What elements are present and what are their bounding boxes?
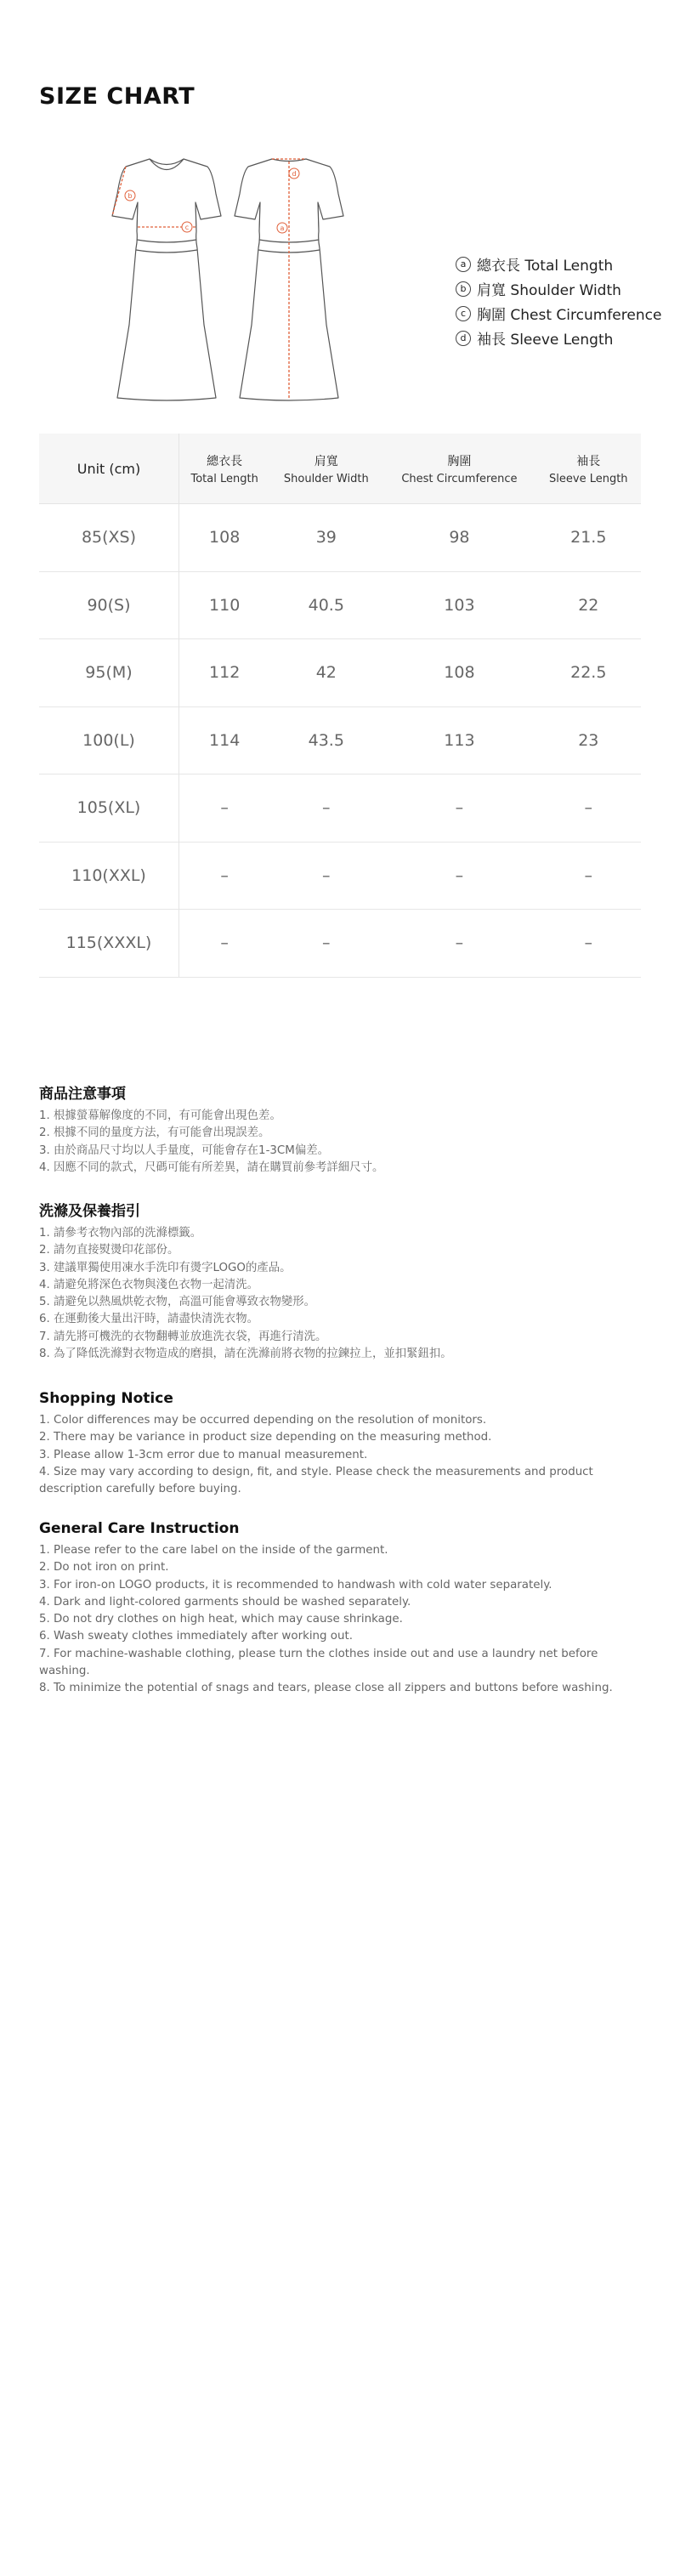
list-item: 2. There may be variance in product size depending on the measuring method. — [39, 1431, 492, 1444]
column-header-zh: 肩寬 — [314, 454, 338, 468]
size-label: 115(XXXL) — [39, 910, 179, 978]
list-item: 1. 根據螢幕解像度的不同，有可能會出現色差。 — [39, 1109, 281, 1122]
legend-mark: c — [456, 306, 471, 321]
mark-b: b — [128, 192, 133, 200]
dress-front-diagram — [107, 155, 226, 401]
care-en-list — [39, 1542, 643, 1698]
table-cell: – — [382, 910, 536, 978]
table-cell: – — [536, 842, 641, 910]
column-header-en: Total Length — [190, 472, 258, 485]
measurement-legend — [456, 252, 661, 350]
legend-label: 肩寬 Shoulder Width — [477, 282, 621, 299]
size-label: 105(XL) — [39, 775, 179, 843]
table-cell: 114 — [179, 706, 270, 775]
dress-back-diagram — [230, 155, 348, 401]
table-cell: 98 — [382, 504, 536, 572]
section-heading: 洗滌及保養指引 — [39, 1203, 140, 1220]
list-item: 6. Wash sweaty clothes immediately after working out. — [39, 1630, 353, 1643]
column-header-chest — [382, 434, 536, 504]
table-cell: – — [269, 910, 382, 978]
table-row — [39, 910, 641, 978]
column-header-en: Sleeve Length — [549, 472, 628, 485]
table-cell: – — [536, 775, 641, 843]
size-label: 110(XXL) — [39, 842, 179, 910]
column-header-total-length — [179, 434, 270, 504]
legend-label: 胸圍 Chest Circumference — [477, 307, 662, 324]
section-heading: Shopping Notice — [39, 1390, 173, 1407]
care-en-section — [39, 1520, 643, 1698]
size-label: 95(M) — [39, 639, 179, 707]
table-cell: 40.5 — [269, 571, 382, 639]
notice-zh-section — [39, 1081, 643, 1177]
table-row — [39, 639, 641, 707]
table-row — [39, 504, 641, 572]
list-item: 4. 請避免將深色衣物與淺色衣物一起清洗。 — [39, 1278, 259, 1291]
table-cell: 108 — [382, 639, 536, 707]
list-item: 2. 請勿直接熨燙印花部份。 — [39, 1244, 179, 1257]
mark-c: c — [184, 224, 190, 231]
care-zh-section — [39, 1199, 643, 1363]
column-header-zh: 袖長 — [576, 454, 601, 468]
table-cell: – — [269, 775, 382, 843]
legend-label: 總衣長 Total Length — [477, 258, 614, 275]
size-label: 85(XS) — [39, 504, 179, 572]
list-item: 1. 請參考衣物內部的洗滌標籤。 — [39, 1227, 202, 1240]
table-row — [39, 571, 641, 639]
size-label: 90(S) — [39, 571, 179, 639]
list-item: 8. To minimize the potential of snags and tears, please close all zippers and buttons before washing. — [39, 1682, 613, 1695]
list-item: 4. Dark and light-colored garments should be washed separately. — [39, 1595, 411, 1609]
legend-label: 袖長 Sleeve Length — [477, 332, 614, 349]
list-item: 5. Do not dry clothes on high heat, which may cause shrinkage. — [39, 1613, 403, 1626]
table-cell: 42 — [269, 639, 382, 707]
list-item: 3. 建議單獨使用凍水手洗印有燙字LOGO的產品。 — [39, 1261, 292, 1274]
legend-mark: d — [456, 331, 471, 346]
table-cell: – — [179, 910, 270, 978]
table-cell: 22 — [536, 571, 641, 639]
legend-item — [456, 252, 661, 276]
table-cell: 39 — [269, 504, 382, 572]
legend-item — [456, 276, 661, 301]
table-cell: – — [382, 775, 536, 843]
column-header-shoulder-width — [269, 434, 382, 504]
table-cell: 43.5 — [269, 706, 382, 775]
list-item: 7. 請先將可機洗的衣物翻轉並放進洗衣袋，再進行清洗。 — [39, 1330, 327, 1343]
table-cell: – — [382, 842, 536, 910]
notice-en-section — [39, 1390, 643, 1498]
table-cell: – — [179, 842, 270, 910]
table-cell: 22.5 — [536, 639, 641, 707]
table-cell: 113 — [382, 706, 536, 775]
list-item: 2. 根據不同的量度方法，有可能會出現誤差。 — [39, 1126, 270, 1140]
table-row — [39, 842, 641, 910]
list-item: 4. 因應不同的款式，尺碼可能有所差異，請在購買前參考詳細尺寸。 — [39, 1160, 384, 1174]
column-header-en: Shoulder Width — [283, 472, 369, 485]
column-header-zh: 總衣長 — [207, 454, 243, 468]
legend-item — [456, 326, 661, 350]
care-zh-list — [39, 1225, 643, 1363]
list-item: 6. 在運動後大量出汗時，請盡快清洗衣物。 — [39, 1313, 259, 1326]
table-cell: 23 — [536, 706, 641, 775]
list-item: 8. 為了降低洗滌對衣物造成的磨損，請在洗滌前將衣物的拉鍊拉上，並扣緊鈕扣。 — [39, 1348, 452, 1361]
table-cell: – — [536, 910, 641, 978]
notice-en-list — [39, 1412, 643, 1498]
section-heading: General Care Instruction — [39, 1520, 240, 1537]
column-header-sleeve-length — [536, 434, 641, 504]
table-cell: 21.5 — [536, 504, 641, 572]
table-row — [39, 706, 641, 775]
table-row — [39, 775, 641, 843]
column-header-zh: 胸圍 — [447, 454, 472, 468]
section-heading: 商品注意事項 — [39, 1086, 126, 1103]
mark-a: a — [280, 224, 285, 232]
notice-zh-list — [39, 1108, 643, 1177]
legend-mark: a — [456, 257, 471, 272]
table-cell: 103 — [382, 571, 536, 639]
mark-d: d — [292, 170, 297, 178]
list-item: 5. 請避免以熱風烘乾衣物，高溫可能會導致衣物變形。 — [39, 1296, 316, 1309]
page-title: SIZE CHART — [39, 83, 196, 110]
unit-header: Unit (cm) — [39, 434, 179, 504]
list-item: 1. Please refer to the care label on the inside of the garment. — [39, 1544, 388, 1557]
size-table — [39, 434, 641, 978]
list-item: 3. For iron-on LOGO products, it is recommended to handwash with cold water separately. — [39, 1578, 552, 1592]
column-header-en: Chest Circumference — [401, 472, 518, 485]
list-item: 3. 由於商品尺寸均以人手量度，可能會存在1-3CM偏差。 — [39, 1143, 330, 1157]
list-item: 1. Color differences may be occurred depending on the resolution of monitors. — [39, 1414, 487, 1427]
table-cell: – — [269, 842, 382, 910]
list-item: 4. Size may vary according to design, fit, and style. Please check the measurements and product description carefully before buying. — [39, 1465, 593, 1496]
size-label: 100(L) — [39, 706, 179, 775]
legend-mark: b — [456, 281, 471, 297]
list-item: 3. Please allow 1-3cm error due to manual measurement. — [39, 1448, 368, 1461]
table-cell: – — [179, 775, 270, 843]
list-item: 7. For machine-washable clothing, please turn the clothes inside out and use a laundry net before washing. — [39, 1647, 598, 1678]
table-header-row — [39, 434, 641, 504]
table-cell: 110 — [179, 571, 270, 639]
list-item: 2. Do not iron on print. — [39, 1561, 169, 1575]
table-cell: 108 — [179, 504, 270, 572]
table-cell: 112 — [179, 639, 270, 707]
legend-item — [456, 301, 661, 326]
